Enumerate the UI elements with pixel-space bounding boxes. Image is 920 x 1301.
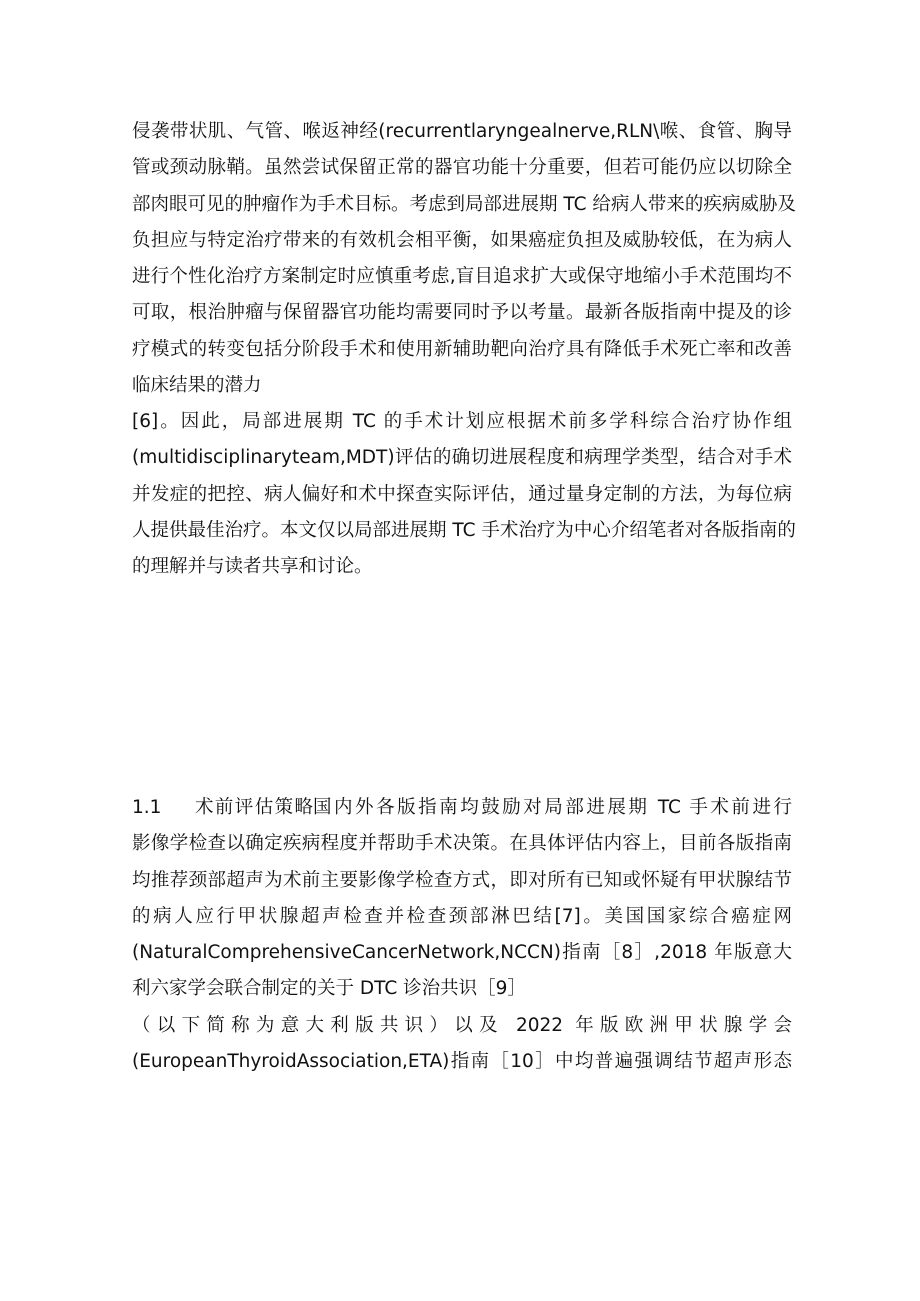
paragraph-line: (EuropeanThyroidAssociation,ETA)指南［10］中均普遍强调结节超声形态 — [132, 1050, 792, 1072]
paragraph-line: (multidisciplinaryteam,MDT)评估的确切进展程度和病理学类型，结合对手术 — [132, 447, 792, 469]
paragraph-line: 可取，根治肿瘤与保留器官功能均需要同时予以考量。最新各版指南中提及的诊 — [132, 302, 792, 324]
paragraph-line: 的理解并与读者共享和讨论。 — [132, 556, 373, 577]
paragraph-line: 利六家学会联合制定的关于 DTC 诊治共识［9］ — [132, 978, 526, 1000]
paragraph-line: 的病人应行甲状腺超声检查并检查颈部淋巴结[7]。美国国家综合癌症网 — [132, 905, 792, 927]
paragraph-line: 人提供最佳治疗。本文仅以局部进展期 TC 手术治疗为中心介绍笔者对各版指南的 — [132, 519, 796, 541]
section-first-line: 国内外各版指南均鼓励对局部进展期 TC 手术前进行 — [313, 797, 792, 818]
paragraph-line: (NaturalComprehensiveCancerNetwork,NCCN)指南［8］,2018 年版意大 — [132, 942, 792, 963]
paragraph-line: （以下简称为意大利版共识）以及 2022 年版欧洲甲状腺学会 — [132, 1014, 792, 1036]
paragraph-line: [6]。因此，局部进展期 TC 的手术计划应根据术前多学科综合治疗协作组 — [132, 411, 792, 432]
paragraph-line: 管或颈动脉鞘。虽然尝试保留正常的器官功能十分重要，但若可能仍应以切除全 — [132, 157, 792, 179]
paragraph-line: 影像学检查以确定疾病程度并帮助手术决策。在具体评估内容上，目前各版指南 — [132, 833, 792, 855]
paragraph-line: 均推荐颈部超声为术前主要影像学检查方式，即对所有已知或怀疑有甲状腺结节 — [132, 869, 792, 891]
section-number: 1.1 — [132, 797, 162, 818]
paragraph-line: 负担应与特定治疗带来的有效机会相平衡，如果癌症负担及威胁较低，在为病人 — [132, 229, 792, 251]
section-title: 术前评估策略 — [195, 797, 313, 818]
paragraph-line: 进行个性化治疗方案制定时应慎重考虑,盲目追求扩大或保守地缩小手术范围均不 — [132, 266, 792, 287]
paragraph-2 — [132, 404, 796, 585]
paragraph-line: 临床结果的潜力 — [132, 374, 262, 396]
paragraph-line: 并发症的把控、病人偏好和术中探查实际评估，通过量身定制的方法，为每位病 — [132, 483, 792, 505]
paragraph-line: 侵袭带状肌、气管、喉返神经(recurrentlaryngealnerve,RLN\喉、食管、胸导 — [132, 121, 792, 142]
paragraph-line: 部肉眼可见的肿瘤作为手术目标。考虑到局部进展期 TC 给病人带来的疾病威胁及 — [132, 193, 796, 215]
section-heading-line — [132, 790, 792, 826]
section-1-1 — [132, 790, 792, 1080]
paragraph-line: 疗模式的转变包括分阶段手术和使用新辅助靶向治疗具有降低手术死亡率和改善 — [132, 338, 792, 360]
paragraph-1 — [132, 114, 796, 404]
